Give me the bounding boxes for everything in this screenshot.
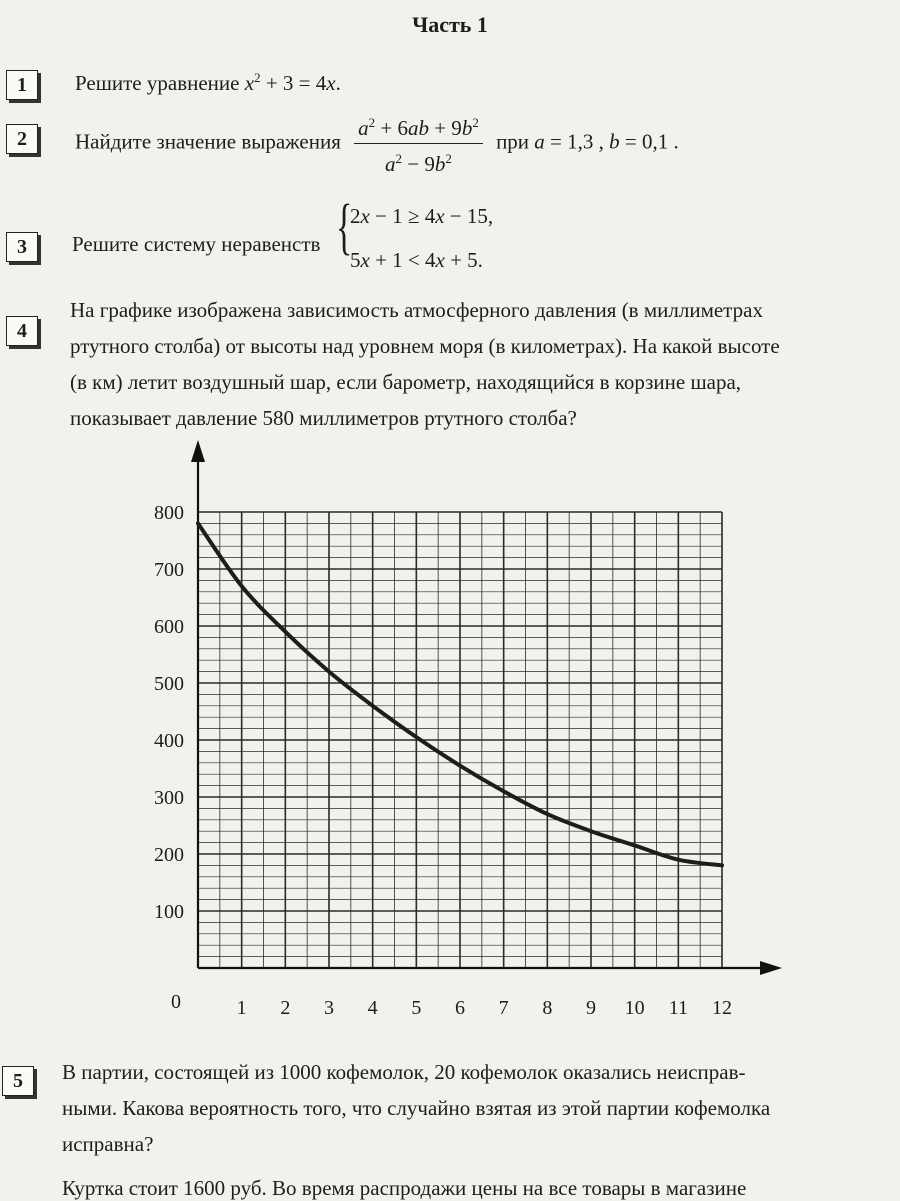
task-1-formula: $x^2 + 3 = 4x$. bbox=[244, 70, 341, 95]
fraction-numerator: $a^2 + 6ab + 9b^2$ bbox=[354, 108, 483, 144]
y-tick-label: 600 bbox=[154, 616, 184, 638]
task-4-line: На графике изображена зависимость атмосферного давления (в миллиметрах bbox=[70, 298, 763, 322]
task-4-line: (в км) летит воздушный шар, если барометр, находящийся в корзине шара, bbox=[70, 370, 742, 394]
task-1 bbox=[75, 60, 341, 101]
x-tick-label: 2 bbox=[280, 997, 291, 1019]
task-3-text: Решите систему неравенств bbox=[72, 232, 321, 256]
x-tick-label: 1 bbox=[236, 997, 247, 1019]
task-1-text: Решите уравнение bbox=[75, 71, 240, 95]
task-5-line: исправна? bbox=[62, 1132, 154, 1156]
x-tick-label: 7 bbox=[498, 997, 509, 1019]
task-number-3: 3 bbox=[6, 232, 38, 262]
task-3-inequality-2: 5x + 1 < 4x + 5. bbox=[350, 248, 483, 272]
y-tick-label: 500 bbox=[154, 673, 184, 695]
task-5-line: ными. Какова вероятность того, что случайно взятая из этой партии кофемолка bbox=[62, 1096, 771, 1120]
x-tick-label: 8 bbox=[542, 997, 553, 1019]
task-2-text: Найдите значение выражения bbox=[75, 129, 341, 154]
task-4-line: ртутного столба) от высоты над уровнем моря (в километрах). На какой высоте bbox=[70, 334, 780, 358]
x-tick-label: 6 bbox=[455, 997, 465, 1019]
system-brace: { bbox=[336, 193, 353, 261]
x-axis-arrow bbox=[760, 961, 782, 975]
task-5-line: В партии, состоящей из 1000 кофемолок, 20 кофемолок оказались неисправ- bbox=[62, 1060, 746, 1084]
task-number-4: 4 bbox=[6, 316, 38, 346]
y-tick-label: 300 bbox=[154, 787, 184, 809]
x-tick-label: 3 bbox=[324, 997, 334, 1019]
y-axis-arrow bbox=[191, 440, 205, 462]
task-number-5: 5 bbox=[2, 1066, 34, 1096]
y-tick-label: 700 bbox=[154, 559, 184, 581]
pressure-chart-svg bbox=[140, 432, 800, 1032]
y-tick-label: 200 bbox=[154, 844, 184, 866]
x-tick-label: 4 bbox=[367, 997, 378, 1019]
x-tick-label: 12 bbox=[712, 997, 732, 1019]
y-tick-label: 800 bbox=[154, 502, 184, 524]
x-tick-label: 5 bbox=[411, 997, 422, 1019]
task-2-condition: при a = 1,3 , b = 0,1 . bbox=[496, 129, 679, 154]
task-number-2: 2 bbox=[6, 124, 38, 154]
task-6-partial-text: Куртка стоит 1600 руб. Во время распродажи цены на все товары в магазине bbox=[62, 1176, 747, 1200]
task-4-line: показывает давление 580 миллиметров ртутного столба? bbox=[70, 406, 577, 430]
task-2-fraction bbox=[354, 108, 483, 179]
x-tick-label: 9 bbox=[586, 997, 596, 1019]
task-2 bbox=[75, 108, 679, 179]
task-3-inequality-1: 2x − 1 ≥ 4x − 15, bbox=[350, 204, 494, 228]
task-4-text bbox=[70, 292, 858, 436]
fraction-denominator: $a^2 - 9b^2$ bbox=[385, 151, 452, 176]
y-tick-label: 100 bbox=[154, 901, 184, 923]
origin-label: 0 bbox=[171, 991, 181, 1013]
part-title: Часть 1 bbox=[412, 12, 488, 37]
x-tick-label: 11 bbox=[668, 997, 688, 1019]
task-number-1: 1 bbox=[6, 70, 38, 100]
task-5-text bbox=[62, 1054, 872, 1162]
y-tick-label: 400 bbox=[154, 730, 184, 752]
pressure-chart bbox=[140, 432, 800, 1032]
x-tick-label: 10 bbox=[624, 997, 645, 1019]
